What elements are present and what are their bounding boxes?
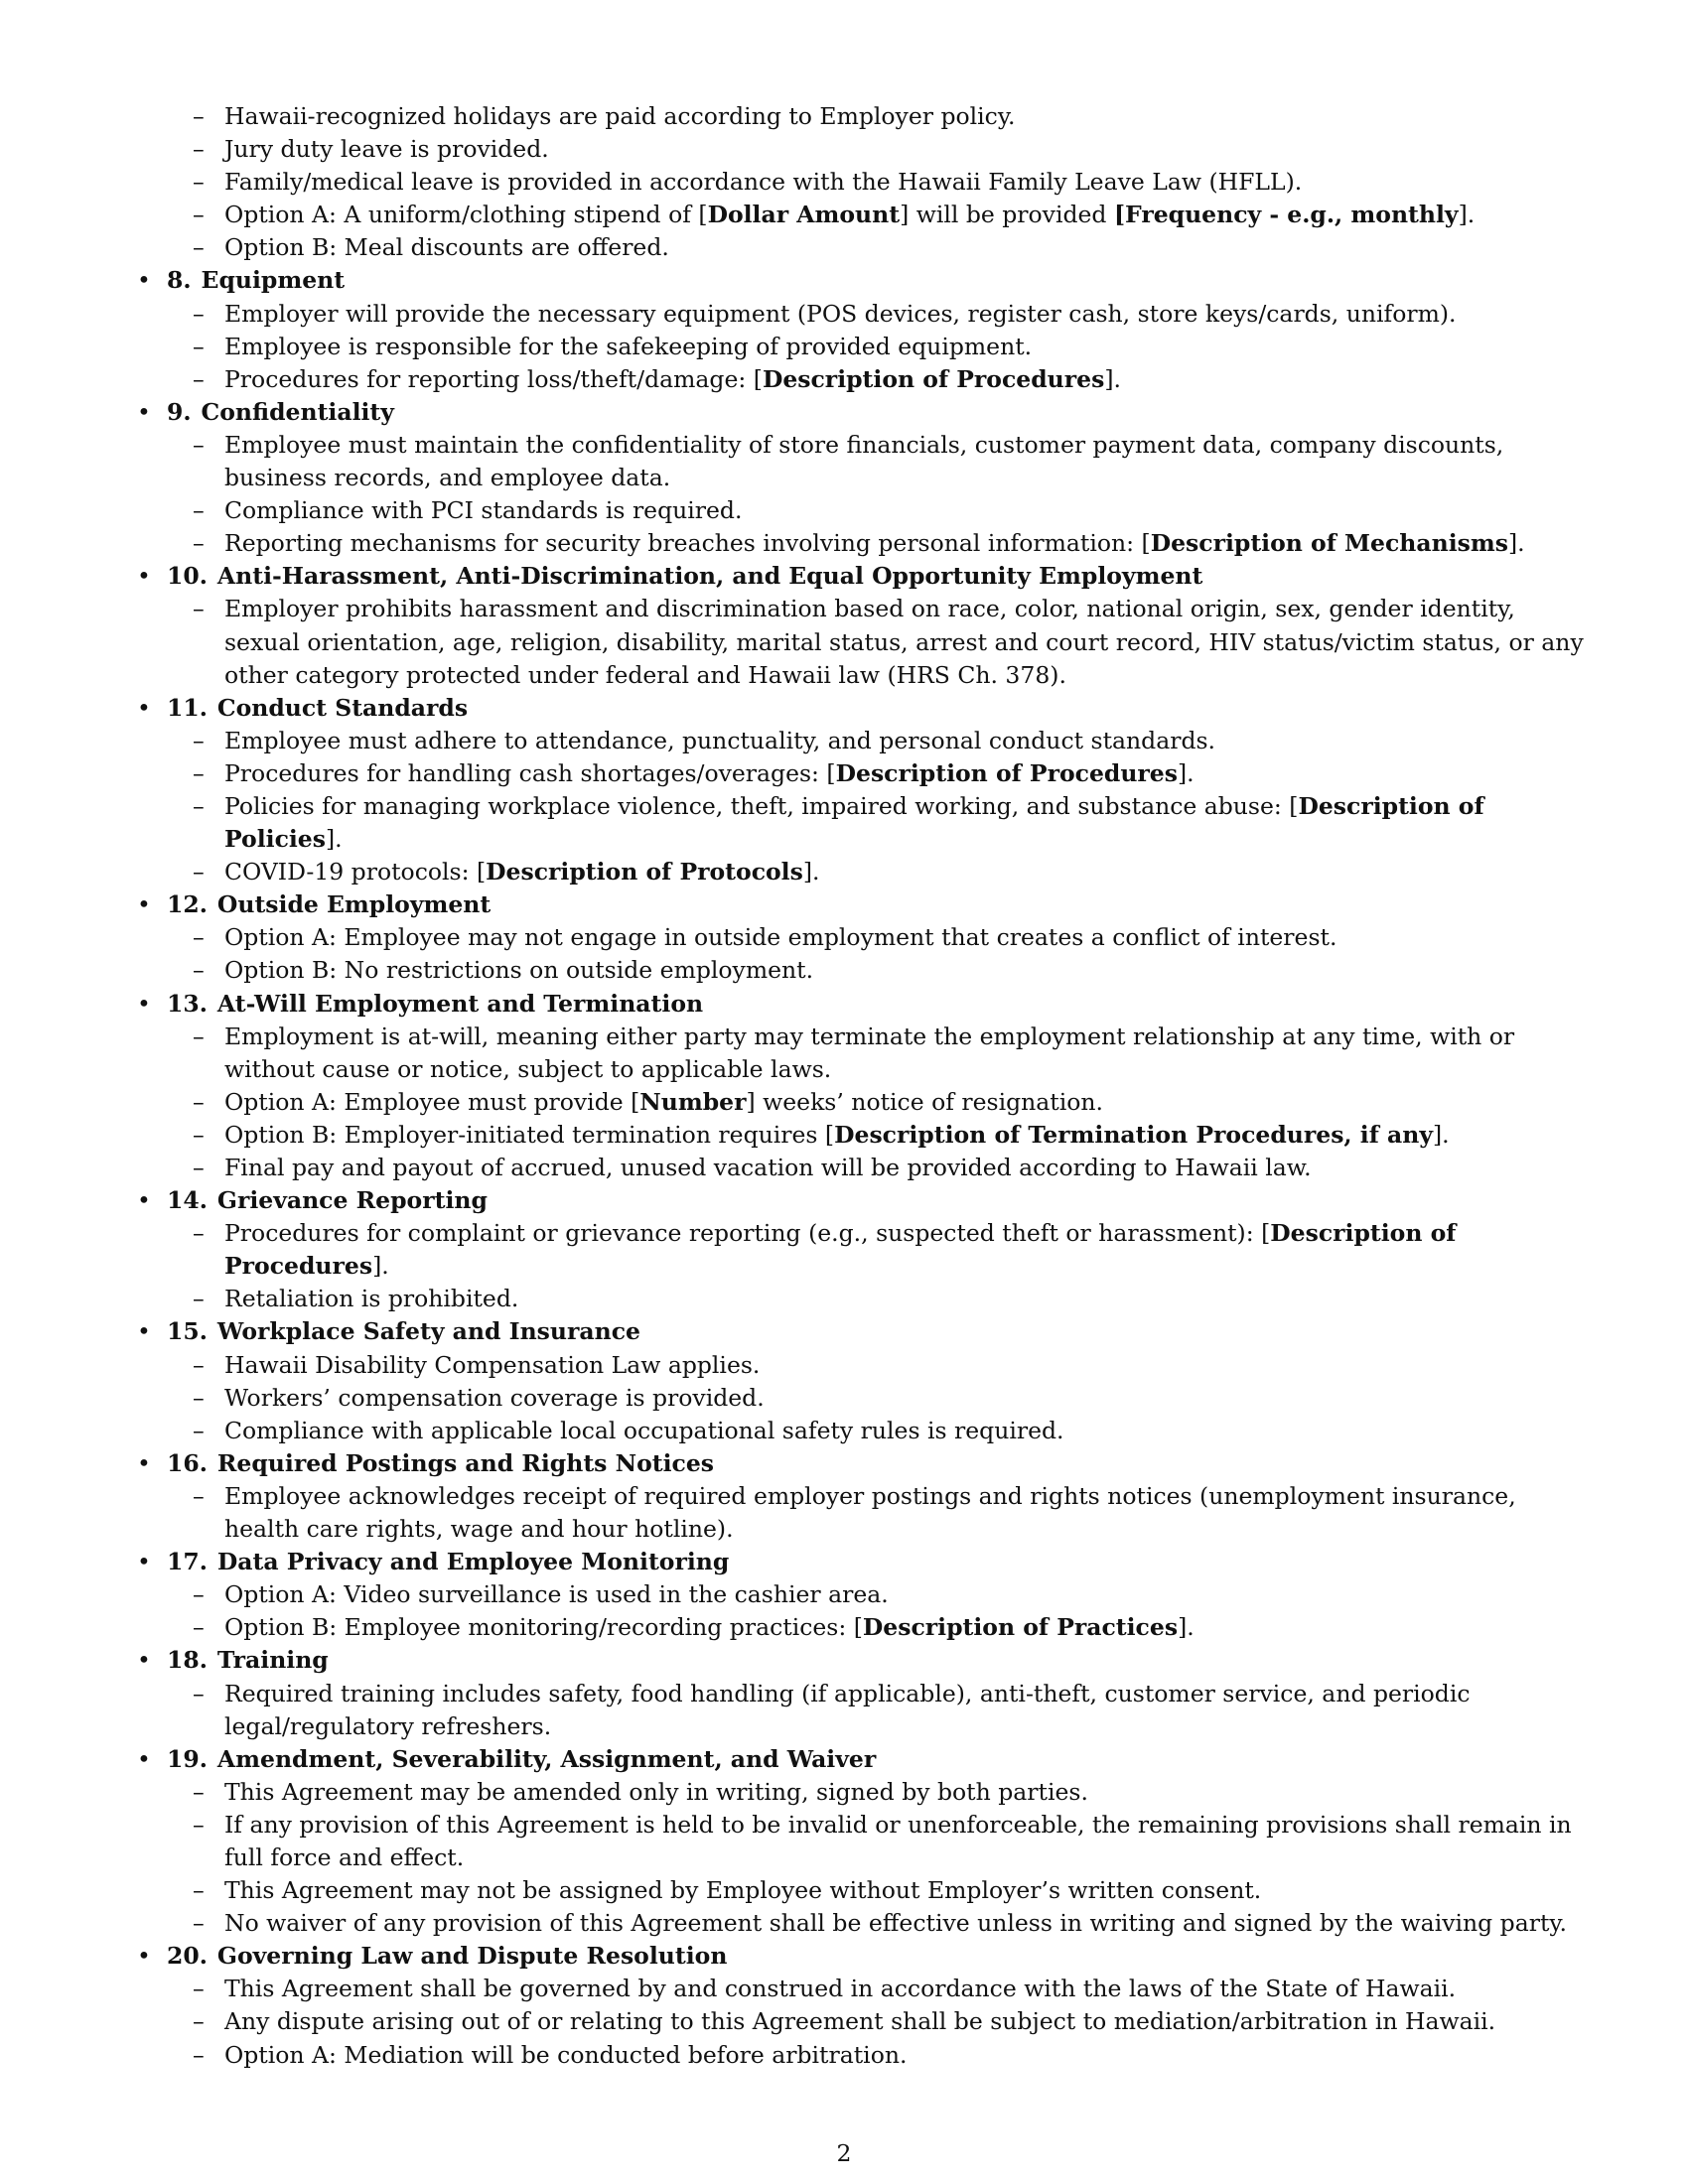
section-number: 12. [167,890,208,919]
item-text: Compliance with PCI standards is required. [224,496,743,525]
section-items [167,1349,1589,1447]
section-items [167,1678,1589,1743]
list-item [193,429,1589,494]
placeholder-text: Description of Mechanisms [1150,529,1508,558]
list-item [193,100,1589,133]
item-text: Final pay and payout of accrued, unused vacation will be provided according to Hawaii law. [224,1154,1312,1181]
section-items [167,1480,1589,1546]
section-number: 14. [167,1186,208,1215]
item-text: Option A: A uniform/clothing stipend of [ [224,201,708,229]
item-text: Employer will provide the necessary equipment (POS devices, register cash, store keys/cards, uniform). [224,299,1457,328]
sections-list [137,264,1589,2071]
section-number: 18. [167,1646,208,1675]
list-item [193,199,1589,231]
item-text: Employee must adhere to attendance, punctuality, and personal conduct standards. [224,726,1216,754]
item-text: ]. [1432,1120,1450,1149]
section-title: Equipment [201,266,346,295]
section-title: Confidentiality [201,397,394,426]
item-text: Option A: Employee must provide [ [224,1087,640,1116]
item-text: This Agreement shall be governed by and construed in accordance with the laws of the State of Hawaii. [224,1975,1457,2003]
list-item [193,593,1589,691]
section-heading [167,1184,1589,1217]
section-items [167,298,1589,396]
section-title: Amendment, Severability, Assignment, and Waiver [216,1744,877,1773]
item-text: Jury duty leave is provided. [224,135,549,164]
list-item [193,757,1589,790]
section-heading [167,396,1589,429]
section-title: Conduct Standards [216,693,469,722]
list-item [193,1678,1589,1743]
list-item [193,790,1589,856]
section-title: Outside Employment [216,890,492,919]
section-20 [137,1940,1589,2071]
section-13 [137,988,1589,1185]
section-items [167,429,1589,560]
section-11 [137,692,1589,889]
item-text: Hawaii Disability Compensation Law applies. [224,1350,761,1379]
item-text: Procedures for complaint or grievance reporting (e.g., suspected theft or harassment): [ [224,1219,1271,1248]
section-number: 16. [167,1448,208,1477]
item-text: This Agreement may be amended only in writing, signed by both parties. [224,1777,1088,1806]
placeholder-text: Description of Procedures [762,364,1105,393]
section-heading [167,1546,1589,1578]
section-items [167,593,1589,691]
section-heading [167,1644,1589,1677]
section-10 [137,560,1589,691]
list-item [193,921,1589,954]
continued-list [137,100,1589,264]
item-text: Retaliation is prohibited. [224,1285,519,1313]
list-item [193,725,1589,757]
list-item [193,1874,1589,1907]
placeholder-text: Dollar Amount [707,201,901,229]
item-text: ]. [1178,1613,1195,1642]
item-text: Compliance with applicable local occupational safety rules is required. [224,1416,1064,1444]
section-9 [137,396,1589,560]
list-item [193,231,1589,264]
section-items [167,725,1589,888]
list-item [193,1578,1589,1611]
section-number: 13. [167,989,208,1018]
list-item [193,1776,1589,1809]
item-text: COVID-19 protocols: [ [224,858,487,887]
section-title: Grievance Reporting [216,1186,488,1215]
item-text: ]. [1177,758,1195,787]
item-text: ] will be provided [900,201,1114,229]
item-text: Option B: Employer-initiated termination requires [ [224,1120,835,1149]
item-text: Policies for managing workplace violence, theft, impaired working, and substance abuse: [ [224,791,1299,820]
placeholder-text: Description of Procedures [224,1219,1457,1281]
list-item [193,856,1589,888]
section-heading [167,1940,1589,1973]
list-item [193,494,1589,527]
document-body [137,100,1589,2072]
list-item [193,166,1589,199]
section-number: 15. [167,1317,208,1346]
section-heading [167,988,1589,1021]
section-number: 11. [167,693,208,722]
section-number: 19. [167,1744,208,1773]
placeholder-text: Description of Termination Procedures, if any [834,1120,1433,1149]
section-8 [137,264,1589,395]
placeholder-text: Description of Practices [862,1613,1179,1642]
section-heading [167,1315,1589,1348]
item-text: Employer prohibits harassment and discrimination based on race, color, national origin, sex, gender identity, sexual orientation, age, religion, disability, marital status, arrest and court record, HIV status/victim status, or any other category protected under federal and Hawaii law (HRS Ch. 378). [224,595,1584,689]
section-14 [137,1184,1589,1315]
list-item [193,954,1589,987]
placeholder-text: Number [639,1087,747,1116]
section-items [167,1217,1589,1315]
item-text: ]. [1458,201,1476,229]
list-item [193,1382,1589,1415]
list-item [193,1349,1589,1382]
section-number: 8. [167,266,192,295]
section-items [167,921,1589,987]
list-item [193,1021,1589,1086]
list-item [193,331,1589,363]
section-heading [167,264,1589,297]
section-16 [137,1447,1589,1546]
section-heading [167,560,1589,593]
item-text: Option A: Video surveillance is used in the cashier area. [224,1580,889,1609]
list-item [193,1119,1589,1152]
item-text: Employee must maintain the confidentiality of store financials, customer payment data, company discounts, business records, and employee data. [224,430,1504,492]
item-text: Option A: Employee may not engage in outside employment that creates a conflict of interest. [224,923,1337,952]
section-number: 17. [167,1548,208,1576]
item-text: If any provision of this Agreement is held to be invalid or unenforceable, the remaining provisions shall remain in full force and effect. [224,1810,1572,1871]
list-item [193,1152,1589,1184]
item-text: Employment is at-will, meaning either party may terminate the employment relationship at any time, with or without cause or notice, subject to applicable laws. [224,1022,1515,1083]
list-item [193,298,1589,331]
list-item [193,1809,1589,1874]
section-items [167,1973,1589,2071]
list-item [193,2039,1589,2072]
section-items [167,1776,1589,1940]
item-text: ] weeks’ notice of resignation. [746,1087,1104,1116]
placeholder-text: Description of Protocols [486,858,803,887]
item-text: Reporting mechanisms for security breaches involving personal information: [ [224,529,1151,558]
section-title: Governing Law and Dispute Resolution [216,1942,728,1971]
item-text: Option B: Employee monitoring/recording practices: [ [224,1613,863,1642]
section-title: Workplace Safety and Insurance [216,1317,640,1346]
section-12 [137,888,1589,987]
section-19 [137,1743,1589,1941]
list-item [193,1415,1589,1447]
section-title: At-Will Employment and Termination [216,989,704,1018]
item-text: ]. [1104,364,1121,393]
item-text: Procedures for handling cash shortages/overages: [ [224,758,836,787]
section-items [167,1578,1589,1644]
list-item [193,527,1589,560]
list-item [193,133,1589,166]
item-text: Workers’ compensation coverage is provided. [224,1383,765,1412]
section-heading [167,888,1589,921]
list-item [193,1480,1589,1546]
list-item [193,1611,1589,1644]
list-item [193,1283,1589,1315]
item-text: Family/medical leave is provided in accordance with the Hawaii Family Leave Law (HFLL). [224,168,1303,197]
item-text: Employee is responsible for the safekeeping of provided equipment. [224,332,1033,360]
item-text: Option A: Mediation will be conducted before arbitration. [224,2040,908,2069]
item-text: Any dispute arising out of or relating to this Agreement shall be subject to mediation/arbitration in Hawaii. [224,2007,1496,2036]
section-heading [167,692,1589,725]
item-text: Hawaii-recognized holidays are paid according to Employer policy. [224,102,1016,130]
list-item [193,2005,1589,2038]
section-18 [137,1644,1589,1742]
item-text: ]. [326,825,343,854]
section-15 [137,1315,1589,1446]
section-title: Training [216,1646,329,1675]
section-number: 20. [167,1942,208,1971]
section-title: Anti-Harassment, Anti-Discrimination, and Equal Opportunity Employment [216,562,1203,591]
list-item [193,1973,1589,2005]
placeholder-text: Description of Procedures [835,758,1178,787]
placeholder-text: [Frequency - e.g., monthly [1113,201,1459,229]
placeholder-text: Description of Policies [224,791,1484,854]
item-text: ]. [372,1252,389,1281]
section-number: 10. [167,562,208,591]
section-title: Data Privacy and Employee Monitoring [216,1548,730,1576]
item-text: ]. [802,858,820,887]
page-number: 2 [836,2139,852,2167]
section-number: 9. [167,397,192,426]
item-text: Required training includes safety, food handling (if applicable), anti-theft, customer service, and periodic legal/regulatory refreshers. [224,1679,1471,1740]
item-text: Option B: Meal discounts are offered. [224,233,669,262]
section-items [167,1021,1589,1184]
item-text: Procedures for reporting loss/theft/damage: [ [224,364,763,393]
section-title: Required Postings and Rights Notices [216,1448,715,1477]
section-heading [167,1447,1589,1480]
list-item [193,1086,1589,1119]
list-item [193,363,1589,396]
list-item [193,1907,1589,1940]
item-text: No waiver of any provision of this Agreement shall be effective unless in writing and signed by the waiving party. [224,1909,1568,1938]
list-item [193,1217,1589,1283]
section-17 [137,1546,1589,1644]
section-heading [167,1743,1589,1776]
item-text: Employee acknowledges receipt of required employer postings and rights notices (unemployment insurance, health care rights, wage and hour hotline). [224,1481,1516,1544]
item-text: ]. [1507,529,1525,558]
item-text: Option B: No restrictions on outside employment. [224,956,814,985]
item-text: This Agreement may not be assigned by Employee without Employer’s written consent. [224,1876,1262,1905]
